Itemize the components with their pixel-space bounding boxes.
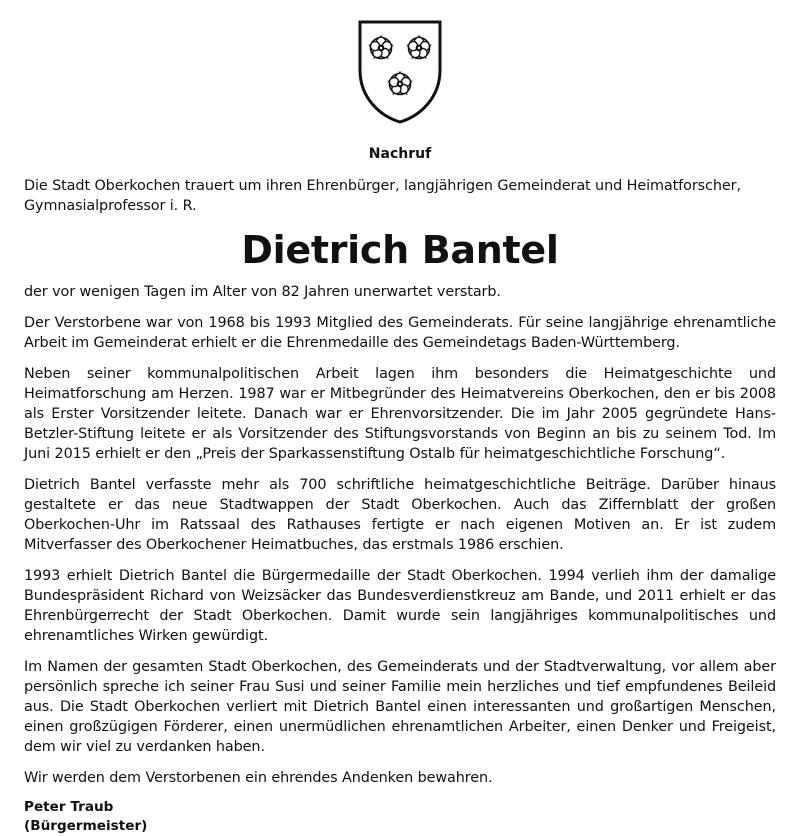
crest-container [24, 0, 776, 126]
deceased-name: Dietrich Bantel [241, 228, 559, 272]
paragraph-publications: Dietrich Bantel verfasste mehr als 700 schriftliche heimatgeschichtliche Beiträge. Darüber hinaus gestaltete er das neue Stadtwappen der Stadt Oberkochen. Auch das Ziffernblatt der großen Oberkochen-Uhr im Ratssaal des Rathauses fertigte er nach eigenen Motiven an. Er ist zudem Mitverfasser des Oberkochener Heimatbuches, das erstmals 1986 erschien. [24, 477, 776, 553]
intro-text: Die Stadt Oberkochen trauert um ihren Ehrenbürger, langjährigen Gemeinderat und Heimatforscher, Gymnasialprofessor i. R. [24, 178, 741, 214]
paragraph-honors: 1993 erhielt Dietrich Bantel die Bürgermedaille der Stadt Oberkochen. 1994 verlieh ihm der damalige Bundespräsident Richard von Weizsäcker das Bundesverdienstkreuz am Bande, und 2011 erhielt er das Ehrenbürgerrecht der Stadt Oberkochen. Damit wurde sein langjähriges kommunalpolitisches und ehrenamtliches Wirken gewürdigt. [24, 568, 776, 644]
signature-role: (Bürgermeister) [24, 818, 148, 834]
paragraph-heritage: Neben seiner kommunalpolitischen Arbeit lagen ihm besonders die Heimatgeschichte und Heimatforschung am Herzen. 1987 war er Mitbegründer des Heimatvereins Oberkochen, den er bis 2008 als Erster Vorsitzender leitete. Danach war er Ehrenvorsitzender. Die im Jahr 2005 gegründete Hans-Betzler-Stiftung leitete er als Vorsitzender des Stiftungsvorstands von Beginn an bis zu seinem Tod. Im Juni 2015 erhielt er den „Preis der Sparkassenstiftung Ostalb für heimatgeschichtliche Forschung“. [24, 366, 776, 462]
death-notice: der vor wenigen Tagen im Alter von 82 Jahren unerwartet verstarb. [24, 284, 501, 300]
signature-name: Peter Traub [24, 799, 114, 815]
closing-text: Wir werden dem Verstorbenen ein ehrendes Andenken bewahren. [24, 770, 493, 786]
coat-of-arms-icon [356, 18, 444, 126]
paragraph-membership: Der Verstorbene war von 1968 bis 1993 Mitglied des Gemeinderats. Für seine langjährige ehrenamtliche Arbeit im Gemeinderat erhielt er die Ehrenmedaille des Gemeindetags Baden-Württemberg. [24, 315, 776, 351]
signature-block [24, 798, 776, 836]
page-title: Nachruf [368, 146, 432, 162]
paragraph-condolences: Im Namen der gesamten Stadt Oberkochen, des Gemeinderats und der Stadtverwaltung, vor allem aber persönlich spreche ich seiner Frau Susi und seiner Familie mein herzliches und tief empfundenes Beileid aus. Die Stadt Oberkochen verliert mit Dietrich Bantel einen interessanten und großartigen Menschen, einen großzügigen Förderer, einen unermüdlichen ehrenamtlichen Arbeiter, einen Denker und Freigeist, dem wir viel zu verdanken haben. [24, 659, 776, 755]
